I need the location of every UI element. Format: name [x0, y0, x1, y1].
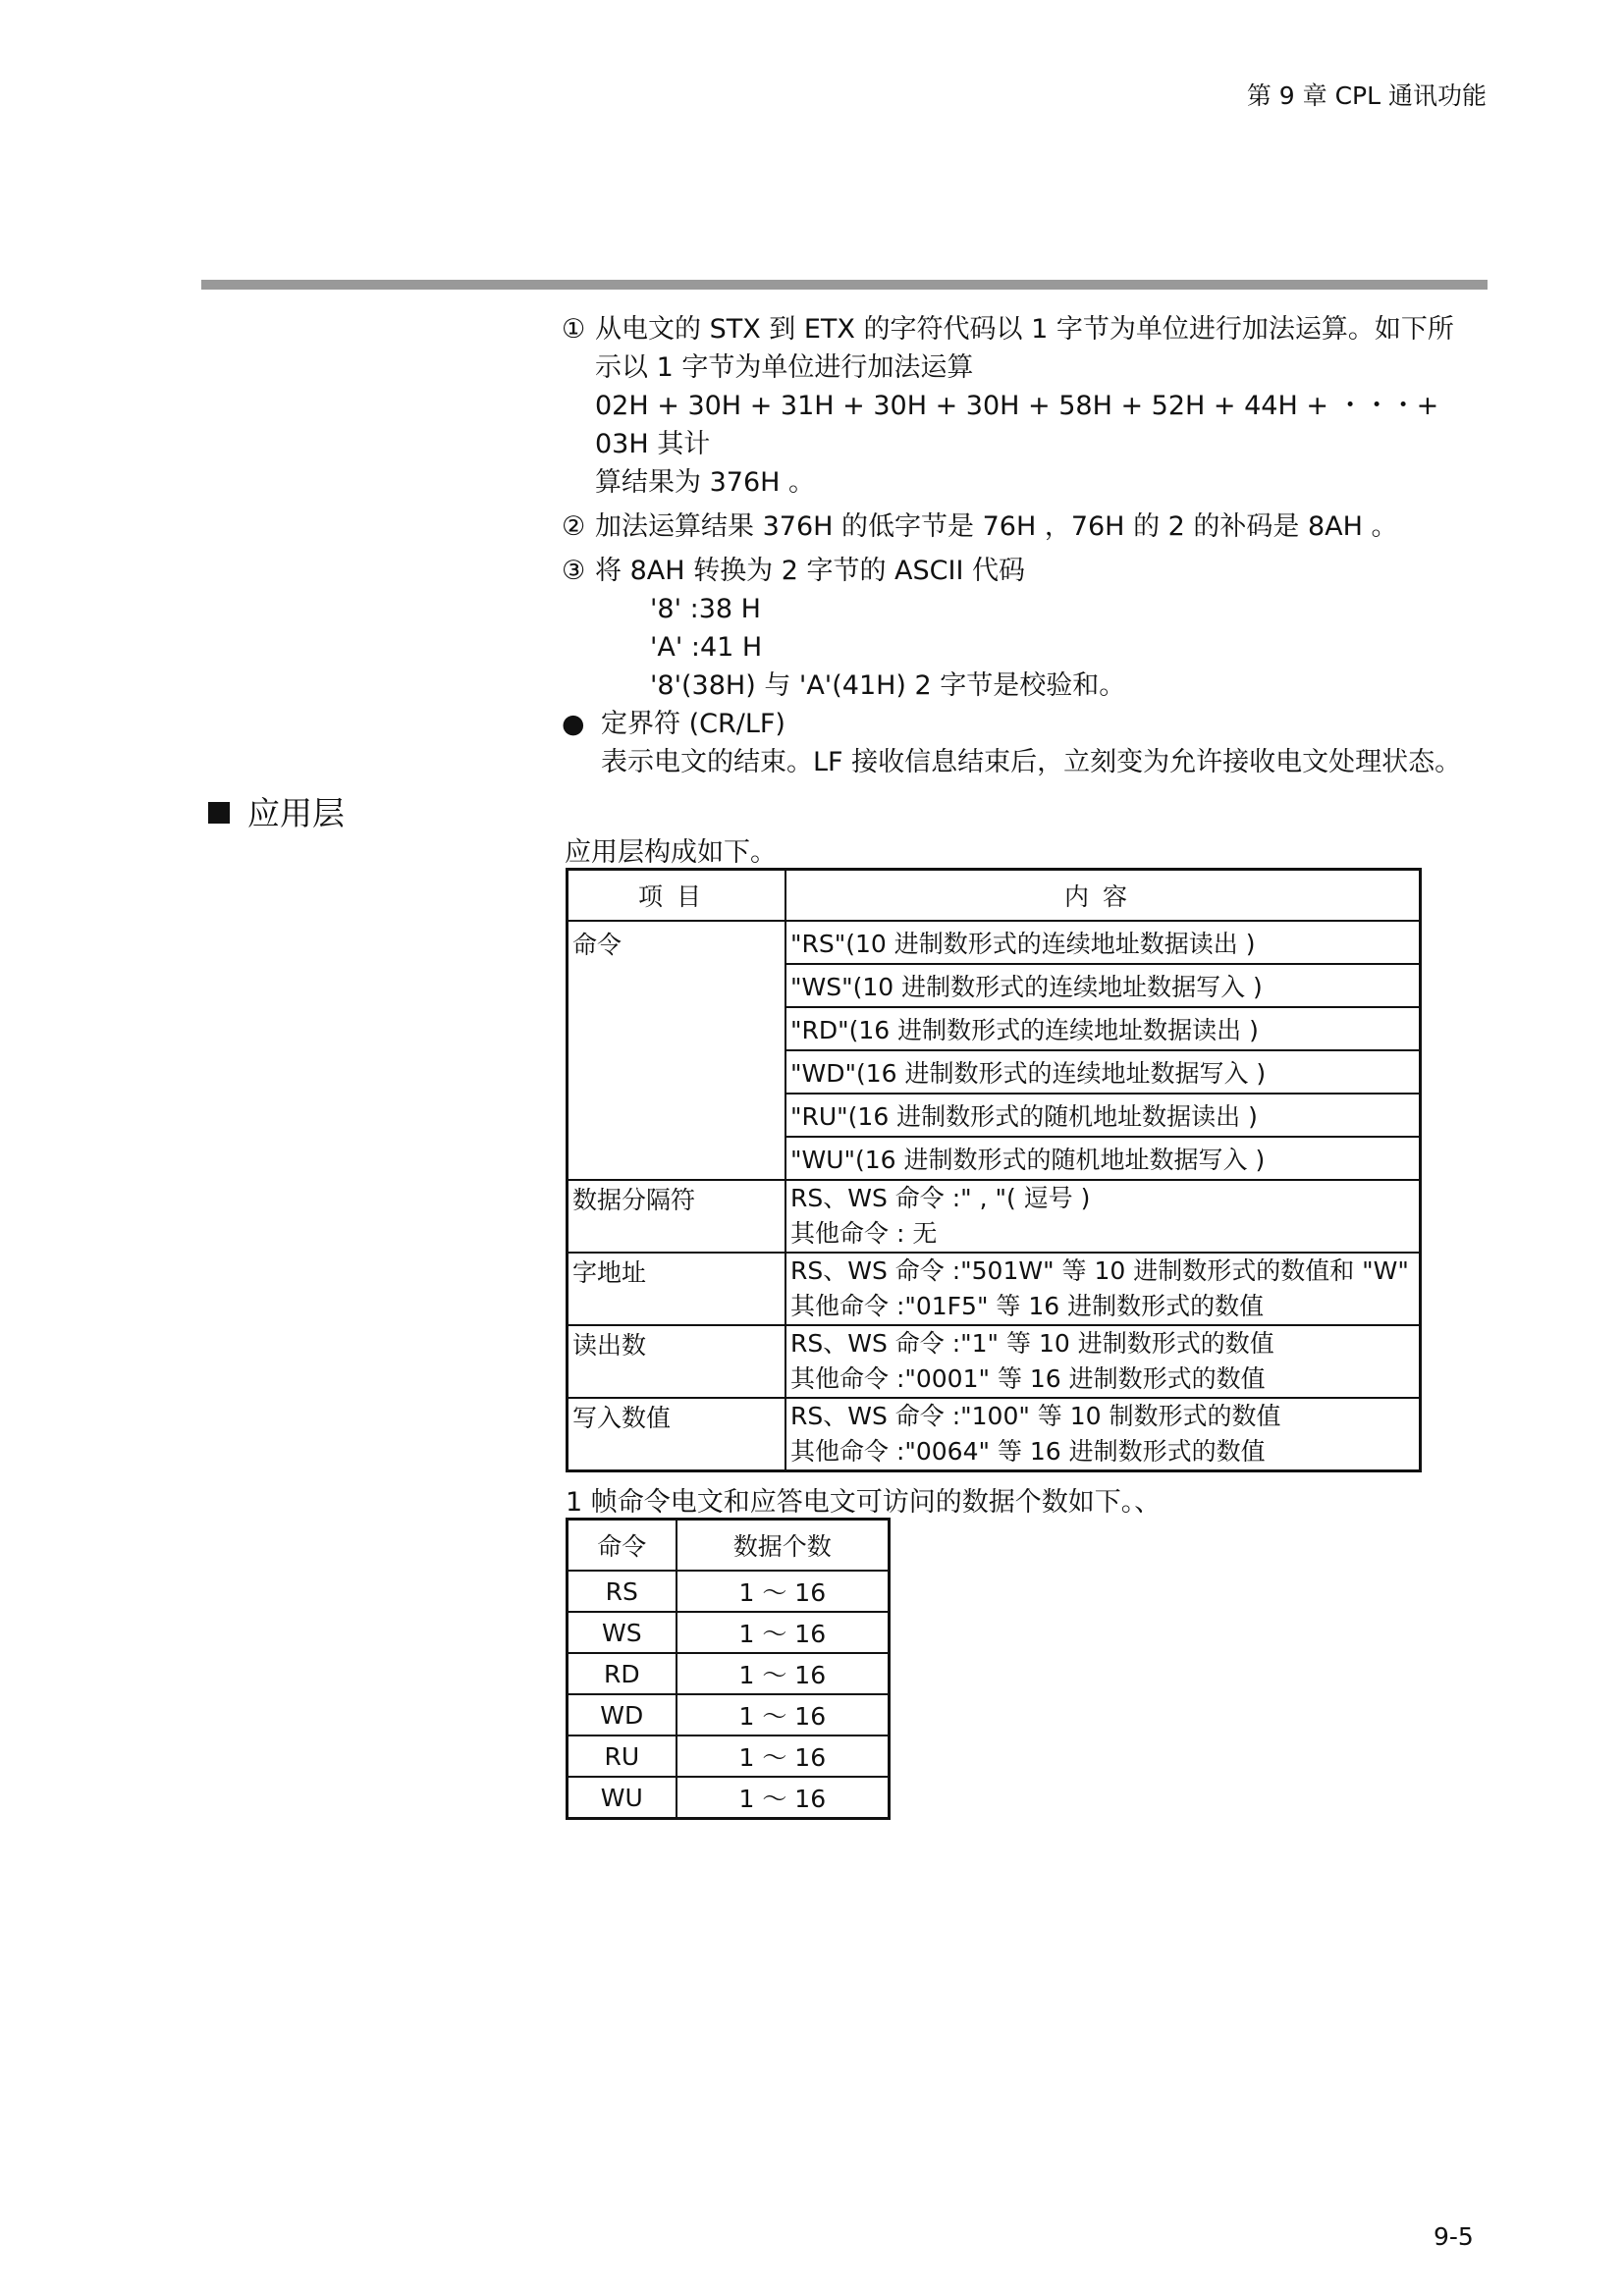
step-3-line-4: '8'(38H) 与 'A'(41H) 2 字节是校验和。 — [650, 670, 1126, 701]
step-3-line-3: 'A' :41 H — [650, 632, 763, 663]
row-label-delimiter: 数据分隔符 — [568, 1180, 786, 1253]
command-ws: "WS"(10 进制数形式的连续地址数据写入 ) — [785, 964, 1421, 1007]
page-number: 9-5 — [1434, 2222, 1474, 2251]
step-1-line-1: 从电文的 STX 到 ETX 的字符代码以 1 字节为单位进行加法运算。如下所 — [595, 314, 1454, 345]
read-count-rs-ws: RS、WS 命令 :"1" 等 10 进制数形式的数值 — [790, 1329, 1274, 1358]
cell-command: RS — [568, 1571, 677, 1612]
bullet-icon: ● — [562, 709, 585, 739]
step-1-number: ① — [562, 314, 586, 345]
step-2-line-1: 加法运算结果 376H 的低字节是 76H ，76H 的 2 的补码是 8AH 。 — [595, 511, 1398, 542]
write-value-other: 其他命令 :"0064" 等 16 进制数形式的数值 — [790, 1437, 1266, 1466]
step-3 — [562, 552, 1494, 590]
step-1 — [562, 310, 1494, 348]
delimiter-rs-ws: RS、WS 命令 :" , "( 逗号 ) — [790, 1184, 1091, 1212]
table-row — [568, 1253, 1421, 1325]
table-row — [568, 1735, 890, 1777]
cell-count: 1 ～ 16 — [677, 1653, 890, 1694]
table-header-row — [568, 1520, 890, 1572]
delimiter-item — [562, 705, 1494, 743]
header-data-count: 数据个数 — [677, 1520, 890, 1572]
data-count-table — [566, 1518, 891, 1820]
header-content: 内容 — [785, 870, 1421, 922]
delimiter-description: 表示电文的结束。LF 接收信息结束后，立刻变为允许接收电文处理状态。 — [601, 747, 1462, 777]
cell-command: WD — [568, 1694, 677, 1735]
table-row — [568, 1694, 890, 1735]
row-label-write-value: 写入数值 — [568, 1398, 786, 1471]
step-2 — [562, 507, 1494, 546]
word-address-rs-ws: RS、WS 命令 :"501W" 等 10 进制数形式的数值和 "W" — [790, 1256, 1409, 1285]
command-label: 命令 — [568, 921, 786, 1180]
header-item: 项目 — [568, 870, 786, 922]
step-3-number: ③ — [562, 556, 586, 586]
table-row — [568, 921, 1421, 964]
table-row — [568, 1612, 890, 1653]
cell-count: 1 ～ 16 — [677, 1735, 890, 1777]
table-row — [568, 1571, 890, 1612]
row-label-word-address: 字地址 — [568, 1253, 786, 1325]
table-row — [568, 1398, 1421, 1471]
command-ru: "RU"(16 进制数形式的随机地址数据读出 ) — [785, 1094, 1421, 1137]
table-row — [568, 1325, 1421, 1398]
data-count-note: 1 帧命令电文和应答电文可访问的数据个数如下。、 — [566, 1487, 1162, 1518]
step-3-line-1: 将 8AH 转换为 2 字节的 ASCII 代码 — [595, 556, 1026, 586]
command-rs: "RS"(10 进制数形式的连续地址数据读出 ) — [785, 921, 1421, 964]
application-layer-table — [566, 868, 1422, 1472]
delimiter-other: 其他命令 : 无 — [790, 1219, 938, 1248]
cell-count: 1 ～ 16 — [677, 1694, 890, 1735]
step-1-line-2: 示以 1 字节为单位进行加法运算 — [595, 352, 974, 383]
table-row — [568, 1180, 1421, 1253]
step-1-line-3: 02H + 30H + 31H + 30H + 30H + 58H + 52H + 44H + ・・・+ 03H 其计 — [595, 391, 1439, 459]
step-2-number: ② — [562, 511, 586, 542]
write-value-rs-ws: RS、WS 命令 :"100" 等 10 制数形式的数值 — [790, 1402, 1281, 1430]
read-count-other: 其他命令 :"0001" 等 16 进制数形式的数值 — [790, 1364, 1266, 1393]
step-1-line-4: 算结果为 376H 。 — [595, 467, 816, 498]
command-rd: "RD"(16 进制数形式的连续地址数据读出 ) — [785, 1007, 1421, 1050]
cell-count: 1 ～ 16 — [677, 1571, 890, 1612]
chapter-header: 第 9 章 CPL 通讯功能 — [1246, 81, 1487, 110]
cell-count: 1 ～ 16 — [677, 1777, 890, 1819]
word-address-other: 其他命令 :"01F5" 等 16 进制数形式的数值 — [790, 1292, 1265, 1320]
delimiter-title: 定界符 (CR/LF) — [601, 709, 785, 739]
section-intro: 应用层构成如下。 — [565, 837, 777, 868]
step-3-line-2: '8' :38 H — [650, 594, 761, 624]
square-bullet-icon — [208, 802, 230, 824]
command-wd: "WD"(16 进制数形式的连续地址数据写入 ) — [785, 1050, 1421, 1094]
cell-command: WS — [568, 1612, 677, 1653]
table-row — [568, 1777, 890, 1819]
command-wu: "WU"(16 进制数形式的随机地址数据写入 ) — [785, 1137, 1421, 1180]
checksum-steps — [562, 310, 1494, 781]
cell-command: RU — [568, 1735, 677, 1777]
cell-command: RD — [568, 1653, 677, 1694]
header-rule — [201, 280, 1488, 290]
cell-command: WU — [568, 1777, 677, 1819]
cell-count: 1 ～ 16 — [677, 1612, 890, 1653]
header-command: 命令 — [568, 1520, 677, 1572]
section-title: 应用层 — [247, 794, 345, 832]
section-heading — [208, 788, 345, 834]
table-row — [568, 1653, 890, 1694]
table-header-row — [568, 870, 1421, 922]
row-label-read-count: 读出数 — [568, 1325, 786, 1398]
